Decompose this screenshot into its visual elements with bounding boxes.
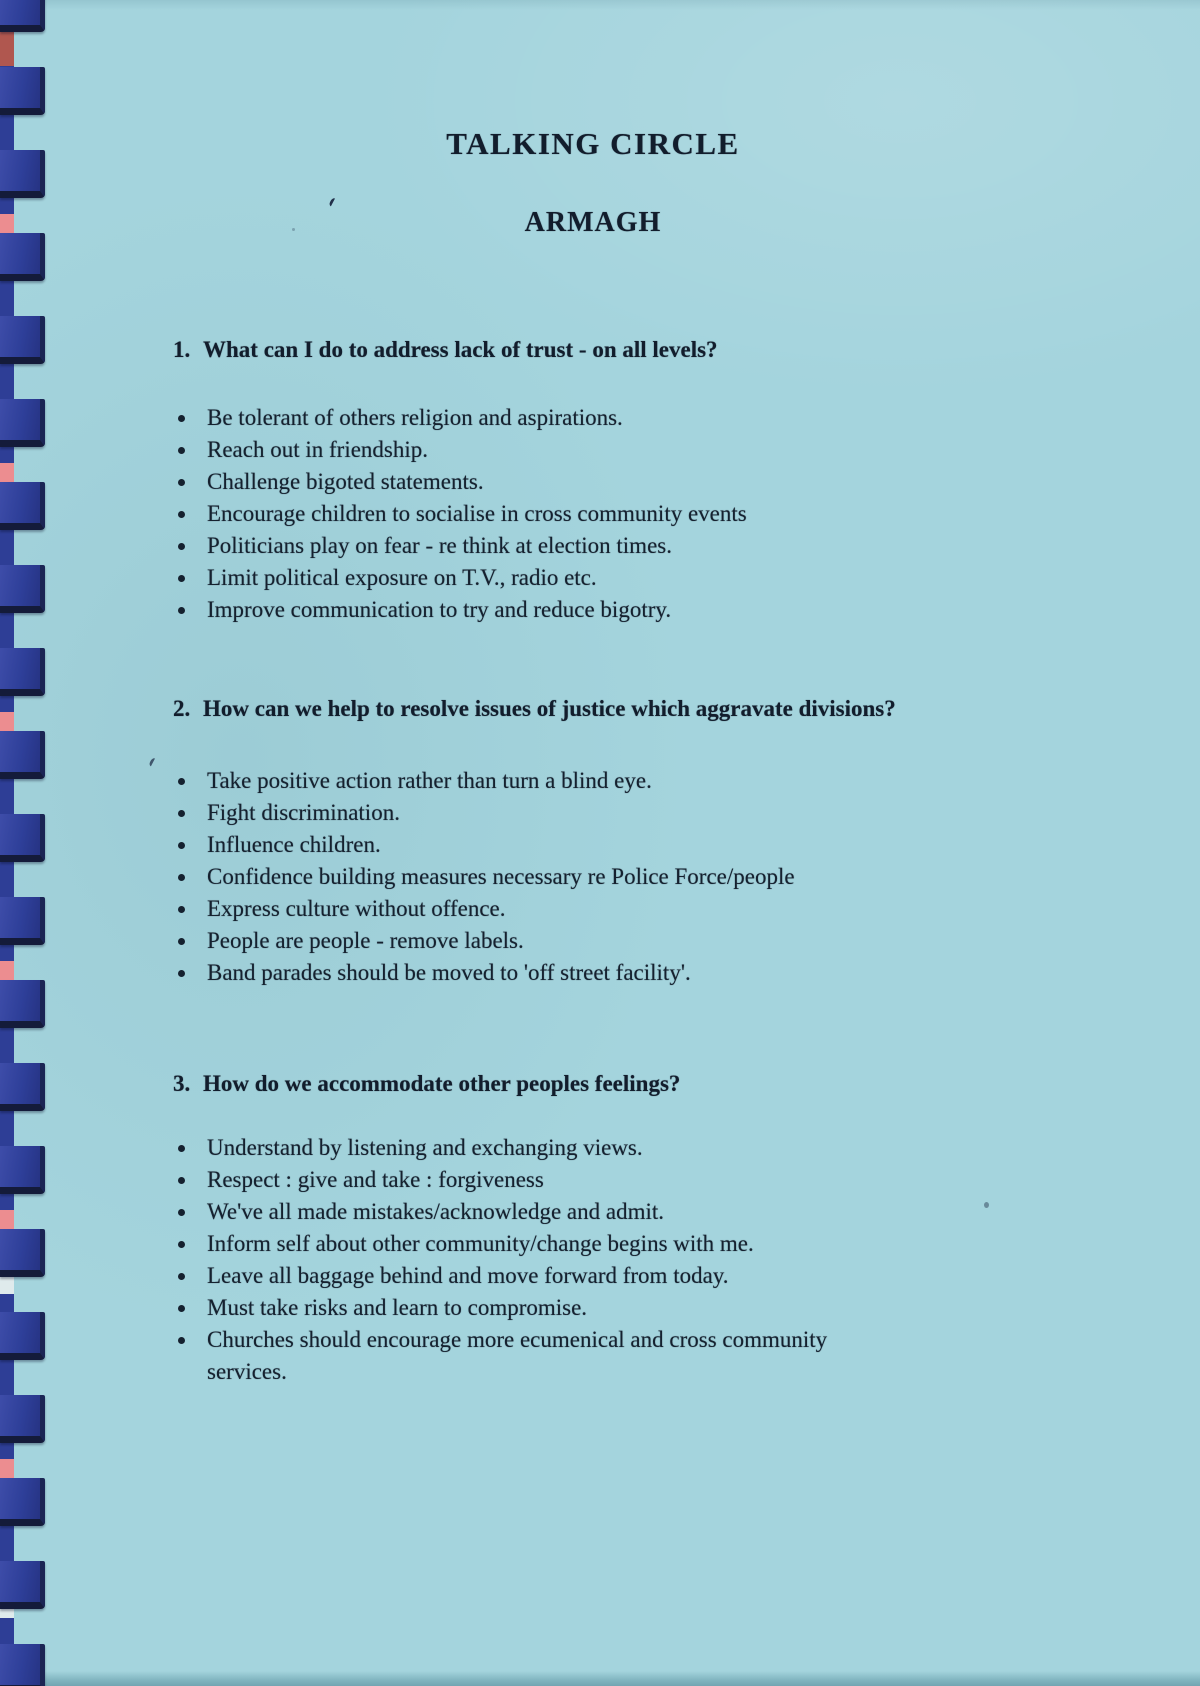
list-item: Inform self about other community/change begins with me.: [173, 1228, 873, 1260]
cover-backing-patch: [0, 30, 14, 66]
question-number: 2.: [173, 696, 191, 721]
page-title: TALKING CIRCLE: [446, 126, 740, 161]
list-item: Fight discrimination.: [173, 797, 873, 829]
binding-tooth: [0, 1478, 45, 1526]
list-item: Improve communication to try and reduce bigotry.: [173, 594, 873, 626]
comb-binding: [0, 0, 52, 1686]
question-text: How can we help to resolve issues of justice which aggravate divisions?: [203, 696, 896, 721]
binding-tooth: [0, 648, 45, 696]
answer-list: [173, 1132, 873, 1388]
list-item: Influence children.: [173, 829, 873, 861]
list-item: Express culture without offence.: [173, 893, 873, 925]
question-heading: [173, 333, 943, 366]
page-bottom-shadow: [0, 1671, 1200, 1686]
binding-tooth: [0, 1229, 45, 1277]
list-item: Leave all baggage behind and move forward from today.: [173, 1260, 873, 1292]
binding-tooth: [0, 1561, 45, 1609]
question-text: How do we accommodate other peoples feelings?: [203, 1071, 681, 1096]
binding-tooth: [0, 1395, 45, 1443]
list-item: Understand by listening and exchanging views.: [173, 1132, 873, 1164]
binding-tooth: [0, 814, 45, 862]
list-item: Challenge bigoted statements.: [173, 466, 873, 498]
section-2: [173, 692, 1013, 989]
scan-mark: [148, 757, 158, 768]
binding-tooth: [0, 482, 45, 530]
list-item: Confidence building measures necessary re Police Force/people: [173, 861, 873, 893]
binding-tooth: [0, 67, 45, 115]
binding-tooth: [0, 399, 45, 447]
binding-tooth: [0, 150, 45, 198]
binding-tooth: [0, 233, 45, 281]
binding-tooth: [0, 565, 45, 613]
section-1: [173, 333, 1013, 626]
list-item: Respect : give and take : forgiveness: [173, 1164, 873, 1196]
list-item: Band parades should be moved to 'off street facility'.: [173, 957, 873, 989]
list-item: Must take risks and learn to compromise.: [173, 1292, 873, 1324]
section-3: [173, 1067, 1013, 1388]
scan-speck: [292, 228, 295, 231]
document-content: [173, 0, 1013, 1388]
binding-tooth: [0, 897, 45, 945]
list-item: Encourage children to socialise in cross community events: [173, 498, 873, 530]
question-number: 1.: [173, 337, 191, 362]
list-item: Churches should encourage more ecumenical and cross community services.: [173, 1324, 873, 1388]
binding-tooth: [0, 316, 45, 364]
scan-speck: [984, 1202, 989, 1208]
question-heading: [173, 1067, 943, 1100]
question-text: What can I do to address lack of trust - on all levels?: [203, 337, 718, 362]
binding-tooth: [0, 1063, 45, 1111]
question-number: 3.: [173, 1071, 191, 1096]
binding-tooth: [0, 1644, 45, 1686]
list-item: People are people - remove labels.: [173, 925, 873, 957]
list-item: Be tolerant of others religion and aspirations.: [173, 402, 873, 434]
list-item: Reach out in friendship.: [173, 434, 873, 466]
answer-list: [173, 402, 873, 626]
binding-tooth: [0, 731, 45, 779]
question-heading: [173, 692, 943, 725]
answer-list: [173, 765, 873, 989]
binding-tooth: [0, 1146, 45, 1194]
binding-tooth: [0, 980, 45, 1028]
binding-tooth: [0, 0, 45, 32]
list-item: Politicians play on fear - re think at election times.: [173, 530, 873, 562]
binding-tooth: [0, 1312, 45, 1360]
list-item: Limit political exposure on T.V., radio etc.: [173, 562, 873, 594]
list-item: Take positive action rather than turn a blind eye.: [173, 765, 873, 797]
list-item: We've all made mistakes/acknowledge and admit.: [173, 1196, 873, 1228]
page-subtitle: ARMAGH: [524, 207, 662, 238]
